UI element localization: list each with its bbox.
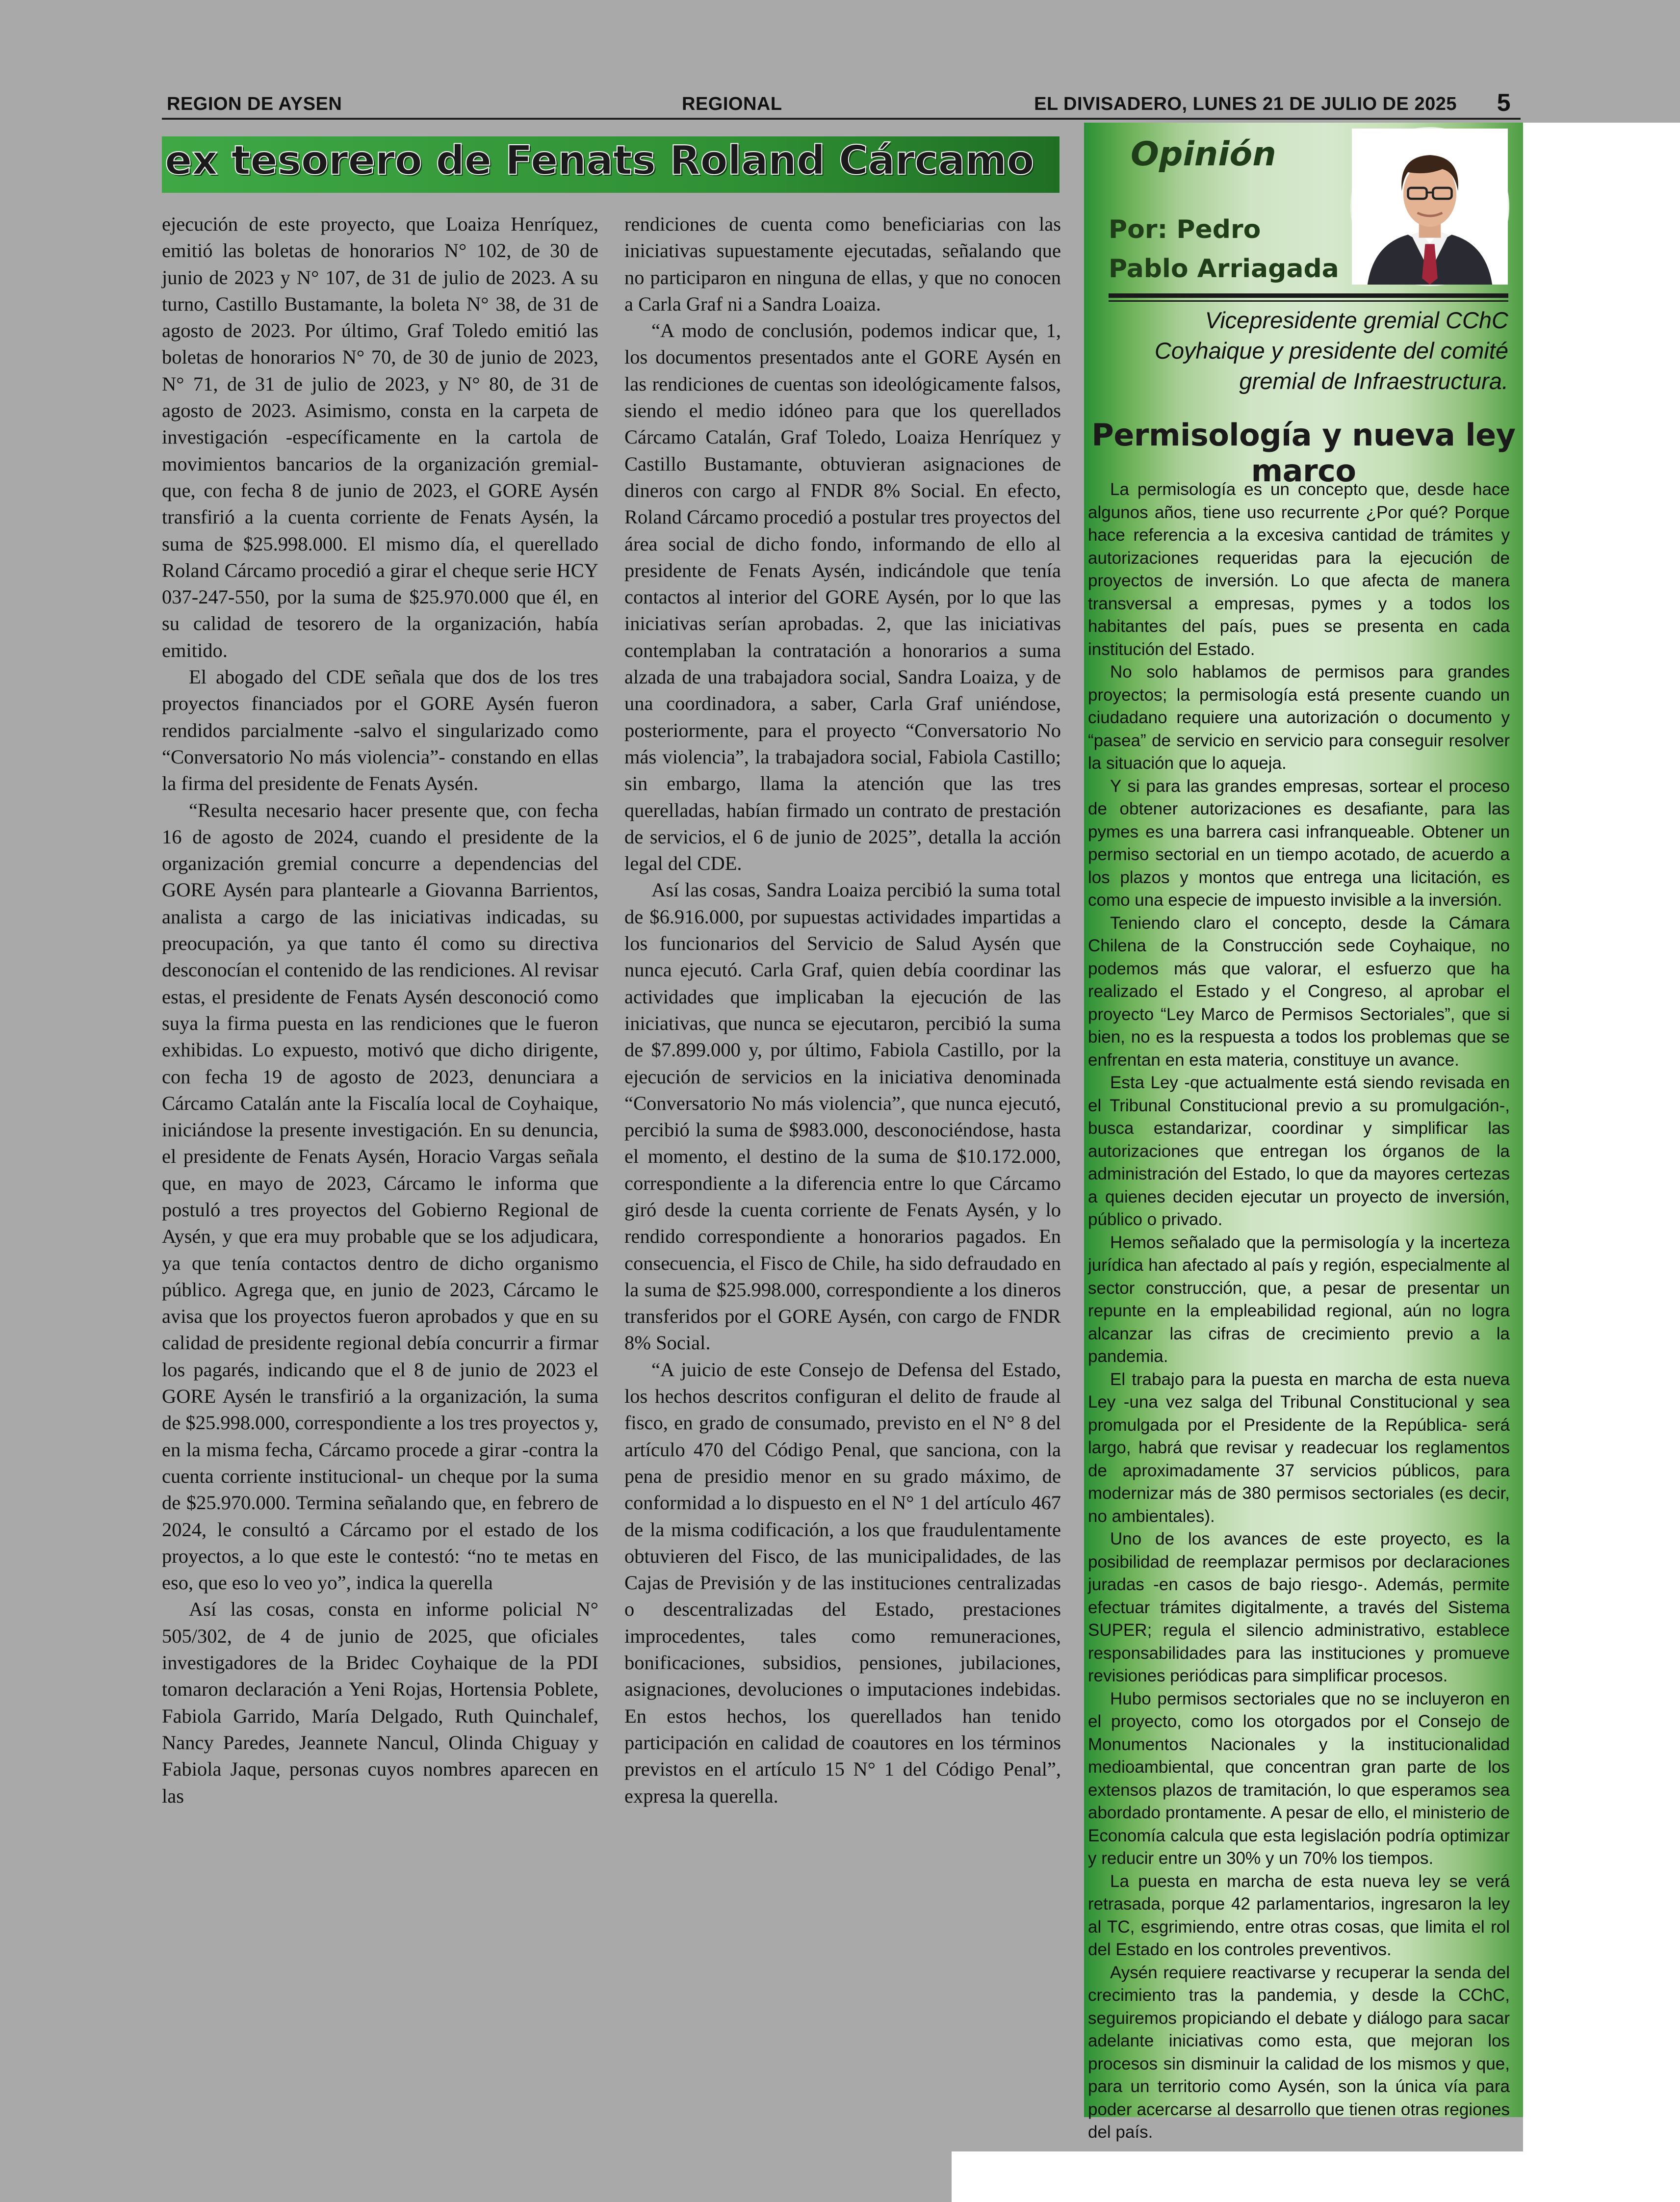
author-photo — [1352, 129, 1508, 285]
page-header — [162, 83, 1521, 120]
article-column-1 — [162, 211, 598, 1809]
opinion-paragraph: Uno de los avances de este proyecto, es la posibilidad de reemplazar permisos por declaraciones juradas -en casos de bajo riesgo-. Además, permite efectuar trámites digitalmente, a través del Sistema SUPER; regula el silencio administrativo, establece responsabilidades para las instituciones y promueve revisiones periódicas para simplificar procesos. — [1088, 1529, 1510, 1685]
opinion-paragraph: Teniendo claro el concepto, desde la Cámara Chilena de la Construcción sede Coyhaique, no podemos más que valorar, el esfuerzo que ha realizado el Estado y el Congreso, al aprobar el proyecto “Ley Marco de Permisos Sectoriales”, que si bien, no es la respuesta a todos los problemas que se enfrentan en esta materia, constituye un avance. — [1088, 913, 1510, 1070]
article-paragraph: “A juicio de este Consejo de Defensa del Estado, los hechos descritos configuran el delito de fraude al fisco, en grado de consumado, previsto en el N° 8 del artículo 470 del Código Penal, que sanciona, con la pena de presidio menor en su grado máximo, de conformidad a lo dispuesto en el N° 1 del artículo 467 de la misma codificación, a los que fraudulentamente obtuvieren del Fisco, de las municipalidades, de las Cajas de Previsión y de las instituciones centralizadas o descentralizadas del Estado, prestaciones improcedentes, tales como remuneraciones, bonificaciones, subsidios, pensiones, jubilaciones, asignaciones, devoluciones o imputaciones indebidas. En estos hechos, los querellados han tenido participación en calidad de coautores en los términos previstos en el artículo 15 N° 1 del Código Penal”, expresa la querella. — [624, 1358, 1061, 1807]
opinion-paragraph: Y si para las grandes empresas, sortear el proceso de obtener autorizaciones es desafiante, para las pymes es una barrera casi infranqueable. Obtener un permiso sectorial en un tiempo acotado, de acuerdo a los plazos y montos que entrega una licitación, es como una especie de impuesto invisible a la inversión. — [1088, 776, 1510, 910]
opinion-paragraph: La permisología es un concepto que, desde hace algunos años, tiene uso recurrente ¿Por qué? Porque hace referencia a la excesiva cantidad de trámites y autorizaciones requeridas para la ejecución de proyectos de inversión. Lo que afecta de manera transversal a empresas, pymes y a todos los habitantes del país, pues se presenta en cada institución del Estado. — [1088, 480, 1510, 659]
opinion-author-role: Vicepresidente gremial CChC Coyhaique y presidente del comité gremial de Infraestructura. — [1154, 307, 1508, 394]
opinion-section-title: Opinión — [1131, 135, 1276, 174]
opinion-divider — [1109, 293, 1508, 298]
opinion-paragraph: No solo hablamos de permisos para grandes proyectos; la permisología está presente cuando un ciudadano requiere una autorización o documento y “pasea” de servicio en servicio para conseguir resolver la situación que lo aqueja. — [1088, 662, 1510, 773]
opinion-author: Por: Pedro Pablo Arriagada — [1109, 215, 1339, 284]
header-edition-date: EL DIVISADERO, LUNES 21 DE JULIO DE 2025 — [1034, 94, 1457, 114]
page-margin-bottom — [952, 2151, 1680, 2202]
article-headline: ex tesorero de Fenats Roland Cárcamo — [165, 137, 1034, 184]
opinion-heading: Permisología y nueva ley marco — [1091, 417, 1516, 489]
opinion-paragraph: Aysén requiere reactivarse y recuperar la senda del crecimiento tras la pandemia, y desde la CChC, seguiremos propiciando el debate y diálogo para sacar adelante iniciativas como esta, que mejoran los procesos sin disminuir la calidad de los mismos y que, para un territorio como Aysén, son la única vía para poder acercarse al desarrollo que tienen otras regiones del país. — [1088, 1963, 1510, 2142]
opinion-paragraph: Esta Ley -que actualmente está siendo revisada en el Tribunal Constitucional previo a su promulgación-, busca estandarizar, coordinar y simplificar las autorizaciones que entregan los órganos de la administración del Estado, lo que da mayores certezas a quienes deciden ejecutar un proyecto de inversión, público o privado. — [1088, 1073, 1510, 1229]
page-margin-right — [1523, 123, 1680, 2153]
header-section: REGIONAL — [682, 94, 782, 114]
article-headline-bar — [162, 136, 1060, 193]
article-paragraph: El abogado del CDE señala que dos de los tres proyectos financiados por el GORE Aysén fueron rendidos parcialmente -salvo el singularizado como “Conversatorio No más violencia”- constando en ellas la firma del presidente de Fenats Aysén. — [162, 666, 598, 795]
article-paragraph: “A modo de conclusión, podemos indicar que, 1, los documentos presentados ante el GORE Aysén en las rendiciones de cuentas son ideológicamente falsos, siendo el medio idóneo para que los querellados Cárcamo Catalán, Graf Toledo, Loaiza Henríquez y Castillo Bustamante, obtuvieran asignaciones de dineros con cargo al FNDR 8% Social. En efecto, Roland Cárcamo procedió a postular tres proyectos del área social de dicho fondo, informando de ello al presidente de Fenats Aysén, indicándole que tenía contactos al interior del GORE Aysén, por lo que las iniciativas serían aprobadas. 2, que las iniciativas contemplaban la contratación a honorarios a suma alzada de una trabajadora social, Sandra Loaiza, y de una coordinadora, a saber, Carla Graf uniéndose, posteriormente, para el proyecto “Conversatorio No más violencia”, la trabajadora social, Fabiola Castillo; sin embargo, llama la atención que las tres querelladas, habían firmado un contrato de prestación de servicios, el 6 de junio de 2025”, detalla la acción legal del CDE. — [624, 319, 1061, 875]
opinion-divider — [1109, 300, 1508, 302]
author-portrait-icon — [1352, 129, 1508, 285]
article-paragraph: Así las cosas, Sandra Loaiza percibió la suma total de $6.916.000, por supuestas actividades impartidas a los funcionarios del Servicio de Salud Aysén que nunca ejecutó. Carla Graf, quien debía coordinar las actividades que implicaban la ejecución de las iniciativas, que nunca se ejecutaron, percibió la suma de $7.899.000 y, por último, Fabiola Castillo, por la ejecución de servicios en la iniciativa denominada “Conversatorio No más violencia”, que nunca ejecutó, percibió la suma de $983.000, desconociéndose, hasta el momento, el destino de la suma de $10.172.000, correspondiente a la diferencia entre lo que Cárcamo giró desde la cuenta corriente de Fenats Aysén, y lo rendido correspondiente a honorarios pagados. En consecuencia, el Fisco de Chile, ha sido defraudado en la suma de $25.998.000, correspondiente a los dineros transferidos por el GORE Aysén, con cargo de FNDR 8% Social. — [624, 879, 1061, 1354]
header-region: REGION DE AYSEN — [167, 94, 342, 114]
article-paragraph: ejecución de este proyecto, que Loaiza Henríquez, emitió las boletas de honorarios N° 102, de 30 de junio de 2023 y N° 107, de 31 de julio de 2023. A su turno, Castillo Bustamante, la boleta N° 38, de 31 de agosto de 2023. Por último, Graf Toledo emitió las boletas de honorarios N° 70, de 30 de junio de 2023, N° 71, de 31 de julio de 2023, y N° 80, de 31 de agosto de 2023. Asimismo, consta en la carpeta de investigación -específicamente en la cartola de movimientos bancarios de la organización gremial- que, con fecha 8 de junio de 2023, el GORE Aysén transfirió a la cuenta corriente de Fenats Aysén, la suma de $25.998.000. El mismo día, el querellado Roland Cárcamo procedió a girar el cheque serie HCY 037-247-550, por la suma de $25.970.000 que él, en su calidad de tesorero de la organización, había emitido. — [162, 213, 598, 661]
opinion-body — [1088, 478, 1510, 2144]
opinion-paragraph: Hubo permisos sectoriales que no se incluyeron en el proyecto, como los otorgados por el Consejo de Monumentos Nacionales y la institucionalidad medioambiental, que concentran gran parte de los extensos plazos de tramitación, lo que esperamos sea abordado prontamente. A pesar de ello, el ministerio de Economía calcula que esta legislación podría optimizar y reducir entre un 30% y un 70% los tiempos. — [1088, 1689, 1510, 1868]
opinion-paragraph: El trabajo para la puesta en marcha de esta nueva Ley -una vez salga del Tribunal Constitucional y sea promulgada por el Presidente de la República- será largo, habrá que revisar y readecuar los reglamentos de aproximadamente 37 servicios públicos, para modernizar más de 380 permisos sectoriales (es decir, no ambientales). — [1088, 1369, 1510, 1526]
page-number: 5 — [1497, 89, 1511, 116]
article-paragraph: “Resulta necesario hacer presente que, con fecha 16 de agosto de 2024, cuando el presidente de la organización gremial concurre a dependencias del GORE Aysén para plantearle a Giovanna Barrientos, analista a cargo de las iniciativas indicadas, su preocupación, ya que tanto él como su directiva desconocían el contenido de las rendiciones. Al revisar estas, el presidente de Fenats Aysén desconoció como suya la firma puesta en las rendiciones que le fueron exhibidas. Lo expuesto, motivó que dicho dirigente, con fecha 19 de agosto de 2023, denunciara a Cárcamo Catalán ante la Fiscalía local de Coyhaique, iniciándose la presente investigación. En su denuncia, el presidente de Fenats Aysén, Horacio Vargas señala que, en mayo de 2023, Cárcamo le informa que postuló a tres proyectos del Gobierno Regional de Aysén, y que era muy probable que se los adjudicara, ya que tenía contactos dentro de dicho organismo público. Agrega que, en junio de 2023, Cárcamo le avisa que los proyectos fueron aprobados y que en su calidad de presidente regional debía concurrir a firmar los pagarés, indicando que el 8 de junio de 2023 el GORE Aysén le transfirió a la organización, la suma de $25.998.000, correspondiente a los tres proyectos y, en la misma fecha, Cárcamo procede a girar -contra la cuenta corriente institucional- un cheque por la suma de $25.970.000. Termina señalando que, en febrero de 2024, le consultó a Cárcamo por el estado de los proyectos, a lo que este le contestó: “no te metas en eso, que eso lo veo yo”, indica la querella — [162, 799, 598, 1594]
article-column-2 — [624, 211, 1061, 1809]
opinion-panel — [1084, 123, 1523, 2142]
article-paragraph: Así las cosas, consta en informe policial N° 505/302, de 4 de junio de 2025, que oficiales investigadores de la Bridec Coyhaique de la PDI tomaron declaración a Yeni Rojas, Hortensia Poblete, Fabiola Garrido, María Delgado, Ruth Quinchalef, Nancy Paredes, Jeannete Nancul, Olinda Chiguay y Fabiola Jaque, personas cuyos nombres aparecen en las — [162, 1598, 598, 1807]
article-paragraph: rendiciones de cuenta como beneficiarias con las iniciativas supuestamente ejecutadas, señalando que no participaron en ninguna de ellas, y que no conocen a Carla Graf ni a Sandra Loaiza. — [624, 213, 1061, 315]
opinion-paragraph: Hemos señalado que la permisología y la incerteza jurídica han afectado al país y región, especialmente al sector construcción, que, a pesar de presentar un repunte en la empleabilidad regional, aún no logra alcanzar las cifras de crecimiento previo a la pandemia. — [1088, 1232, 1510, 1366]
opinion-paragraph: La puesta en marcha de esta nueva ley se verá retrasada, porque 42 parlamentarios, ingresaron la ley al TC, esgrimiendo, entre otras cosas, que limita el rol del Estado en los controles preventivos. — [1088, 1871, 1510, 1959]
